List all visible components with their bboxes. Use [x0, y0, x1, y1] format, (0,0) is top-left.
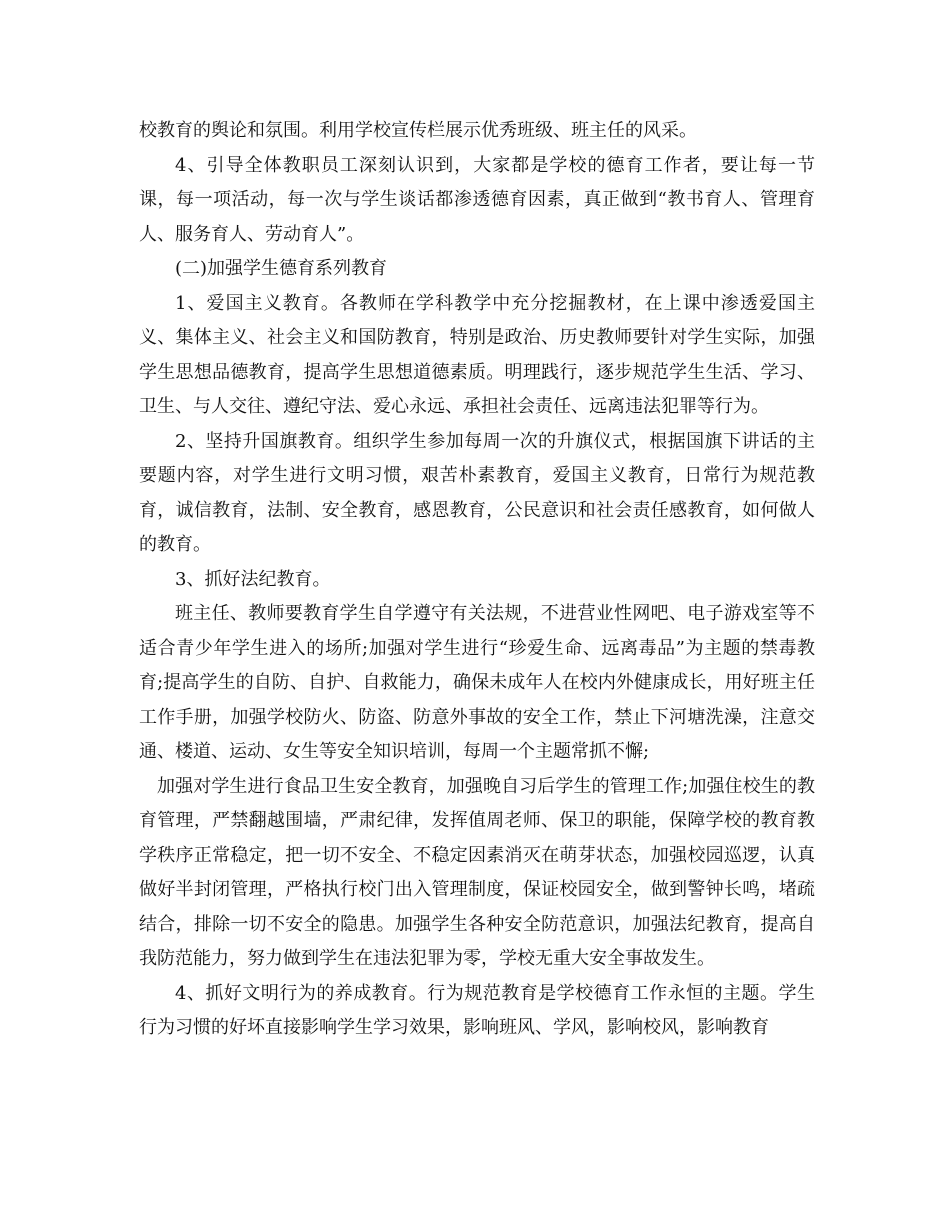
section-heading-moral-education: (二)加强学生德育系列教育 [175, 258, 388, 279]
document-body [139, 114, 815, 1046]
paragraph-item-4-staff: 4、引导全体教职员工深刻认识到，大家都是学校的德育工作者，要让每一节课，每一项活动，每一次与学生谈话都渗透德育因素，真正做到“教书育人、管理育人、服务育人、劳动育人”。 [139, 154, 815, 245]
paragraph-item-1-patriotism: 1、爱国主义教育。各教师在学科教学中充分挖掘教材，在上课中渗透爱国主义、集体主义、社会主义和国防教育，特别是政治、历史教师要针对学生实际，加强学生思想品德教育，提高学生思想道德素质。明理践行，逐步规范学生生活、学习、卫生、与人交往、遵纪守法、爱心永远、承担社会责任、远离违法犯罪等行为。 [139, 292, 815, 417]
paragraph-item-4-behavior: 4、抓好文明行为的养成教育。行为规范教育是学校德育工作永恒的主题。学生行为习惯的好坏直接影响学生学习效果，影响班风、学风，影响校风，影响教育 [139, 982, 815, 1038]
paragraph-campus-safety: 加强对学生进行食品卫生安全教育，加强晚自习后学生的管理工作;加强住校生的教育管理，严禁翻越围墙，严肃纪律，发挥值周老师、保卫的职能，保障学校的教育教学秩序正常稳定，把一切不安全、不稳定因素消灭在萌芽状态，加强校园巡逻，认真做好半封闭管理，严格执行校门出入管理制度，保证校园安全，做到警钟长鸣，堵疏结合，排除一切不安全的隐患。加强学生各种安全防范意识，加强法纪教育，提高自我防范能力，努力做到学生在违法犯罪为零，学校无重大安全事故发生。 [139, 775, 815, 969]
paragraph-safety-rules: 班主任、教师要教育学生自学遵守有关法规，不进营业性网吧、电子游戏室等不适合青少年学生进入的场所;加强对学生进行“珍爱生命、远离毒品”为主题的禁毒教育;提高学生的自防、自护、自救能力，确保未成年人在校内外健康成长，用好班主任工作手册，加强学校防火、防盗、防意外事故的安全工作，禁止下河塘洗澡，注意交通、楼道、运动、女生等安全知识培训，每周一个主题常抓不懈; [139, 603, 815, 762]
paragraph-item-2-flag-raising: 2、坚持升国旗教育。组织学生参加每周一次的升旗仪式，根据国旗下讲话的主要题内容，对学生进行文明习惯，艰苦朴素教育，爱国主义教育，日常行为规范教育，诚信教育，法制、安全教育，感恩教育，公民意识和社会责任感教育，如何做人的教育。 [139, 430, 815, 555]
paragraph-continuation: 校教育的舆论和氛围。利用学校宣传栏展示优秀班级、班主任的风采。 [139, 120, 697, 141]
paragraph-item-3-discipline: 3、抓好法纪教育。 [175, 568, 331, 590]
